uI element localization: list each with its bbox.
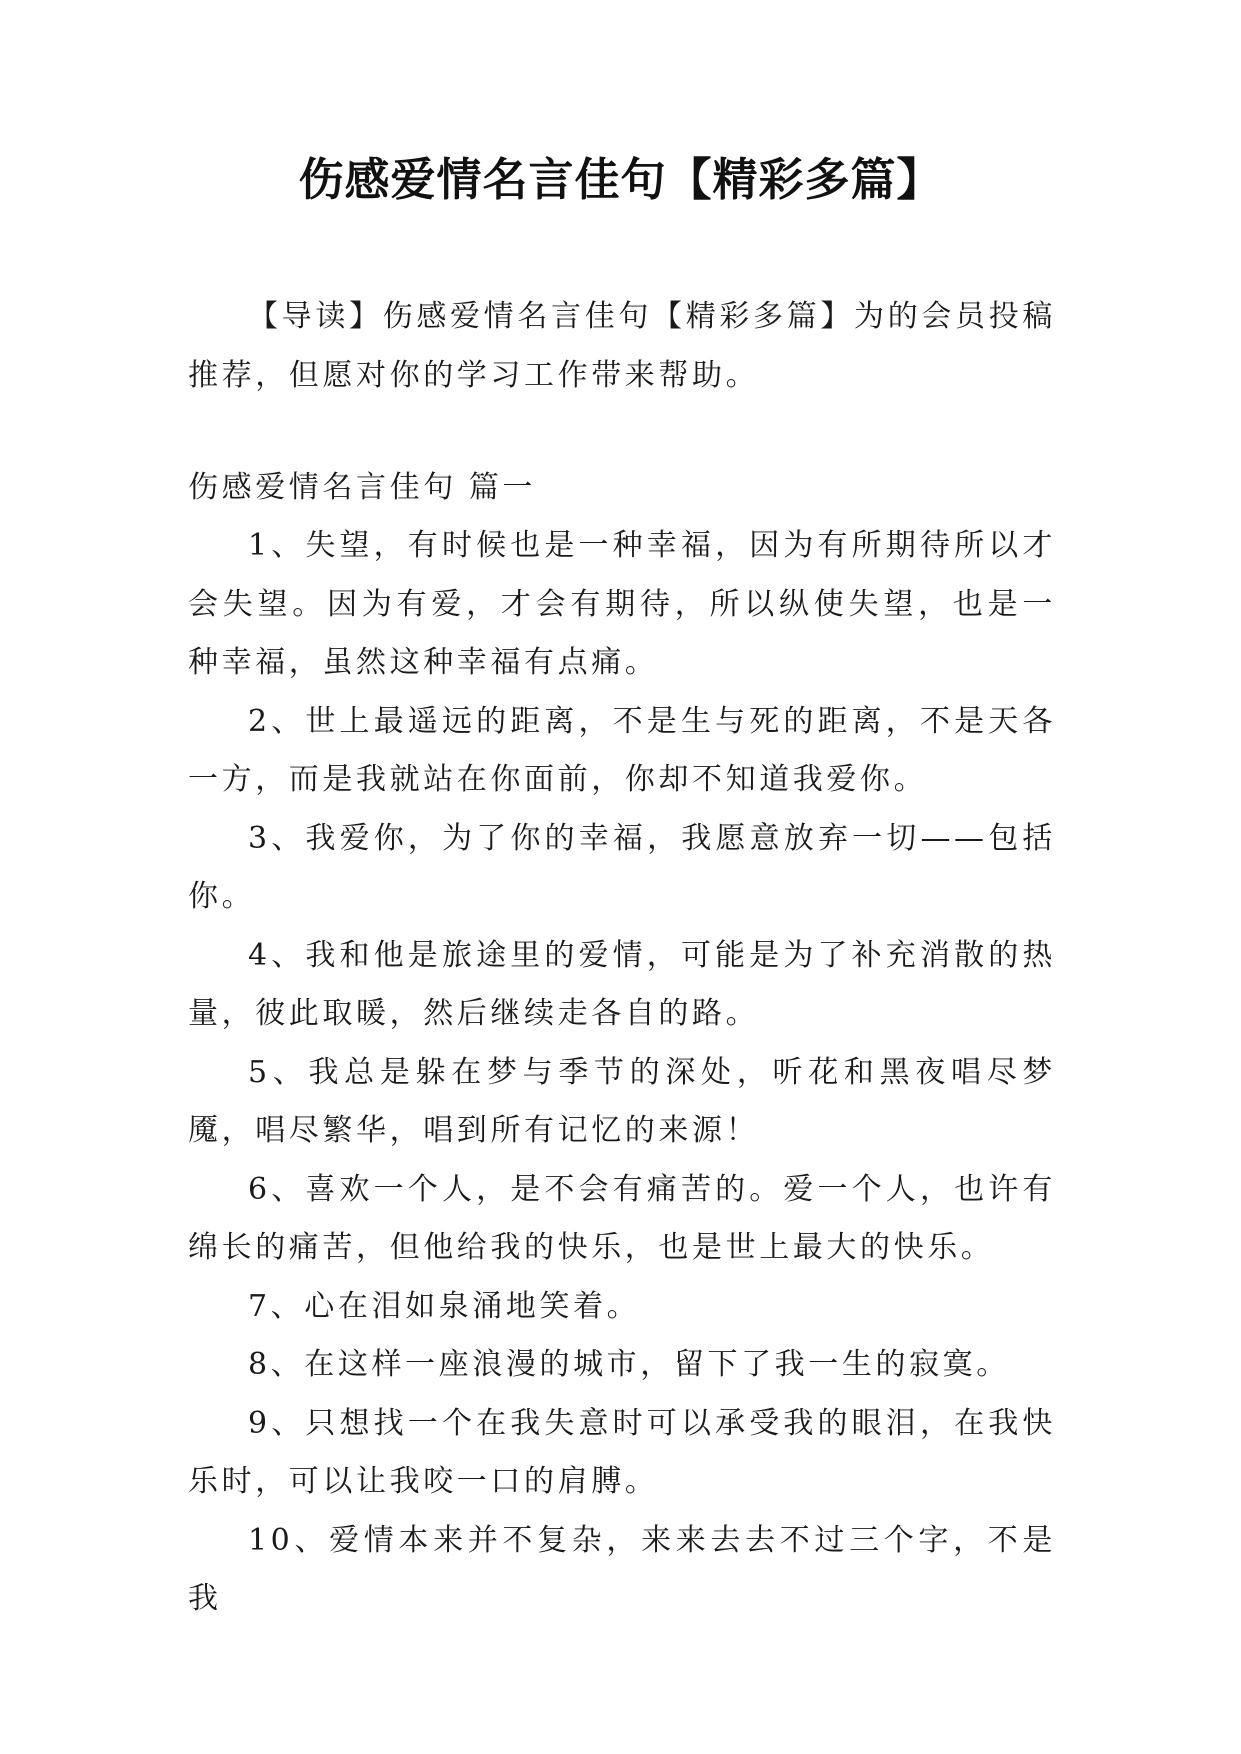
quote-list <box>188 517 1056 1629</box>
quote-item-7: 7、心在泪如泉涌地笑着。 <box>248 1288 641 1324</box>
quote-item-8: 8、在这样一座浪漫的城市，留下了我一生的寂寞。 <box>248 1347 1010 1382</box>
quote-item-1: 1、失望，有时候也是一种幸福，因为有所期待所以才会失望。因为有爱，才会有期待，所以纵使失望，也是一种幸福，虽然这种幸福有点痛。 <box>188 528 1056 680</box>
intro-paragraph: 【导读】伤感爱情名言佳句【精彩多篇】为的会员投稿推荐，但愿对你的学习工作带来帮助。 <box>188 299 1056 393</box>
section-label: 篇一 <box>468 470 537 505</box>
quote-item-4: 4、我和他是旅途里的爱情，可能是为了补充消散的热量，彼此取暖，然后继续走各自的路。 <box>188 937 1056 1031</box>
quote-item-10: 10、爱情本来并不复杂，来来去去不过三个字，不是我 <box>188 1522 1056 1616</box>
document-title: 伤感爱情名言佳句【精彩多篇】 <box>298 153 943 206</box>
quote-item-3: 3、我爱你，为了你的幸福，我愿意放弃一切——包括你。 <box>188 820 1056 914</box>
section-heading <box>188 459 536 517</box>
quote-item-5: 5、我总是躲在梦与季节的深处，听花和黑夜唱尽梦魇，唱尽繁华，唱到所有记忆的来源！ <box>188 1054 1056 1148</box>
quote-item-2: 2、世上最遥远的距离，不是生与死的距离，不是天各一方，而是我就站在你面前，你却不知道我爱你。 <box>188 703 1056 797</box>
quote-item-6: 6、喜欢一个人，是不会有痛苦的。爱一个人，也许有绵长的痛苦，但他给我的快乐，也是世上最大的快乐。 <box>188 1171 1056 1265</box>
section-title: 伤感爱情名言佳句 <box>188 470 457 505</box>
quote-item-9: 9、只想找一个在我失意时可以承受我的眼泪，在我快乐时，可以让我咬一口的肩膊。 <box>188 1405 1056 1499</box>
